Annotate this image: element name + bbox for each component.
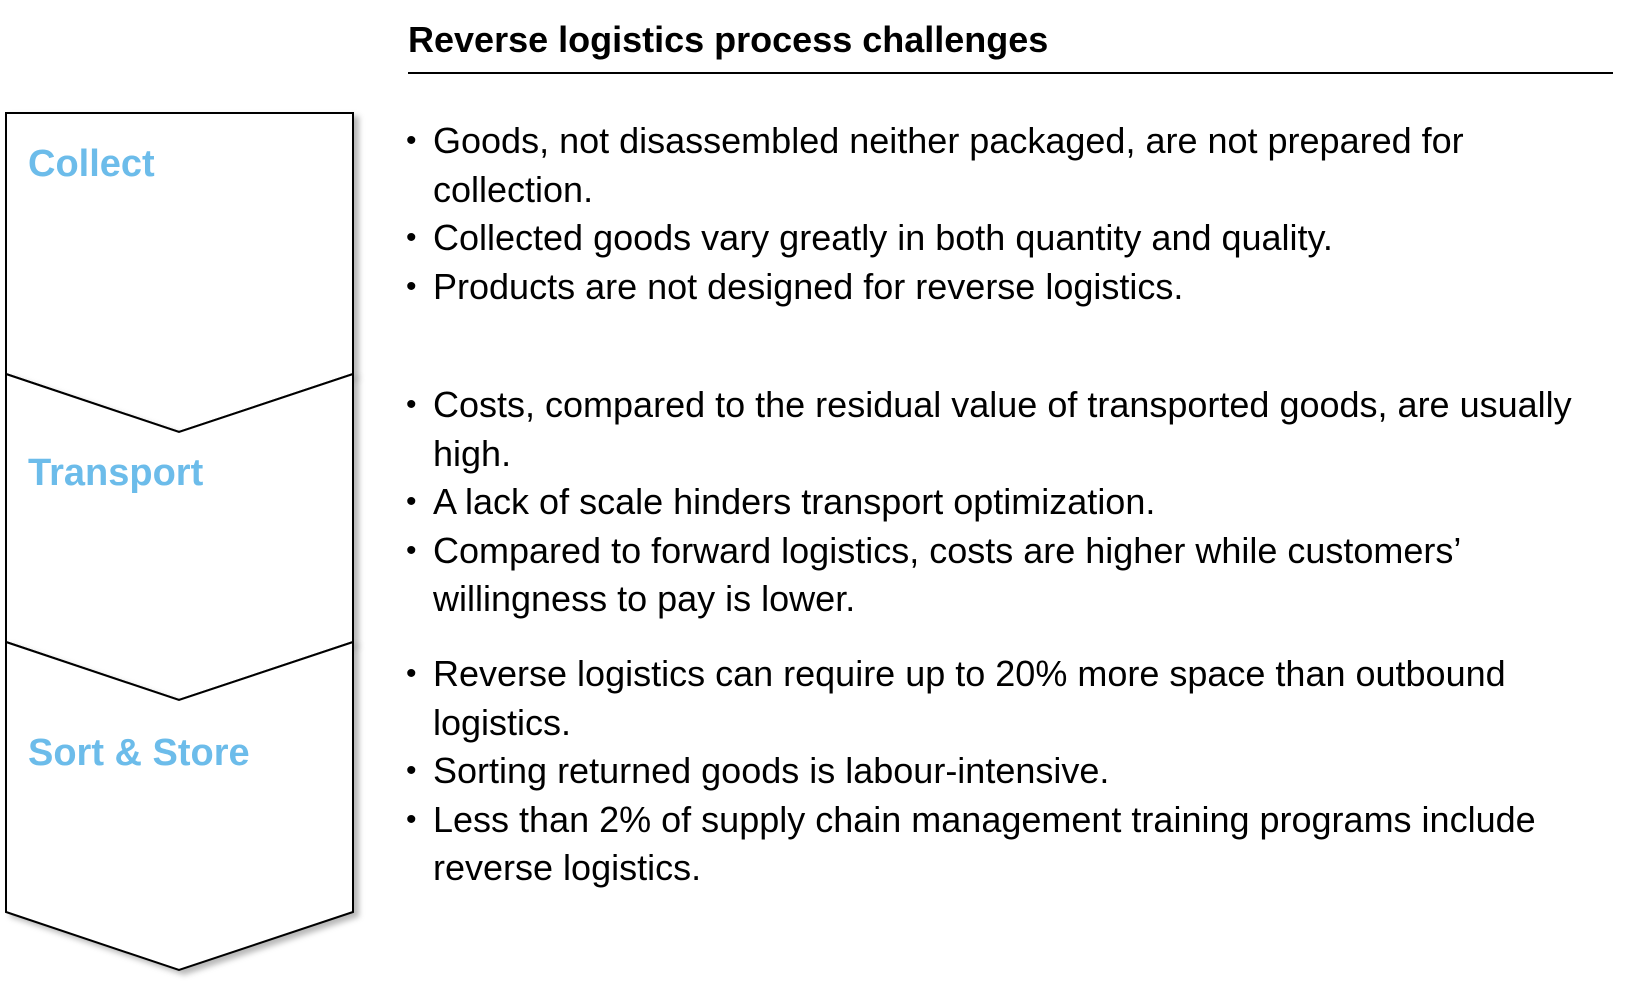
list-item [406,796,1616,893]
bullet-icon: • [406,388,417,421]
transport-challenges-list [406,381,1616,624]
stage-label-sort-and-store: Sort & Store [28,732,250,774]
challenge-text: Products are not designed for reverse logistics. [433,265,1184,307]
list-item [406,650,1616,747]
challenge-text: Goods, not disassembled neither packaged, are not prepared for collection. [433,120,1464,210]
bullet-icon: • [406,485,417,518]
bullet-icon: • [406,657,417,690]
list-item [406,478,1616,527]
challenge-text: Compared to forward logistics, costs are higher while customers’ willingness to pay is lower. [433,529,1461,619]
sort-and-store-challenges-list [406,650,1616,893]
bullet-icon: • [406,269,417,303]
challenge-text: Collected goods vary greatly in both quantity and quality. [433,217,1333,258]
list-item [406,263,1616,312]
bullet-icon: • [406,124,417,157]
bullet-icon: • [406,533,417,567]
challenge-text: Sorting returned goods is labour-intensive. [433,750,1110,791]
challenge-text: A lack of scale hinders transport optimization. [433,481,1156,522]
challenge-text: Less than 2% of supply chain management training programs include reverse logistics. [433,798,1536,888]
bullet-icon: • [406,802,417,836]
collect-challenges-list [406,117,1616,311]
challenge-text: Reverse logistics can require up to 20% more space than outbound logistics. [433,653,1506,743]
stage-label-collect: Collect [28,143,155,185]
list-item [406,117,1616,214]
list-item [406,214,1616,263]
title-underline [408,72,1613,74]
list-item [406,527,1616,624]
list-item [406,381,1616,478]
bullet-icon: • [406,754,417,787]
page-title: Reverse logistics process challenges [408,19,1049,60]
stage-label-transport: Transport [28,452,204,494]
list-item [406,747,1616,796]
bullet-icon: • [406,221,417,254]
challenge-text: Costs, compared to the residual value of transported goods, are usually high. [433,384,1572,474]
